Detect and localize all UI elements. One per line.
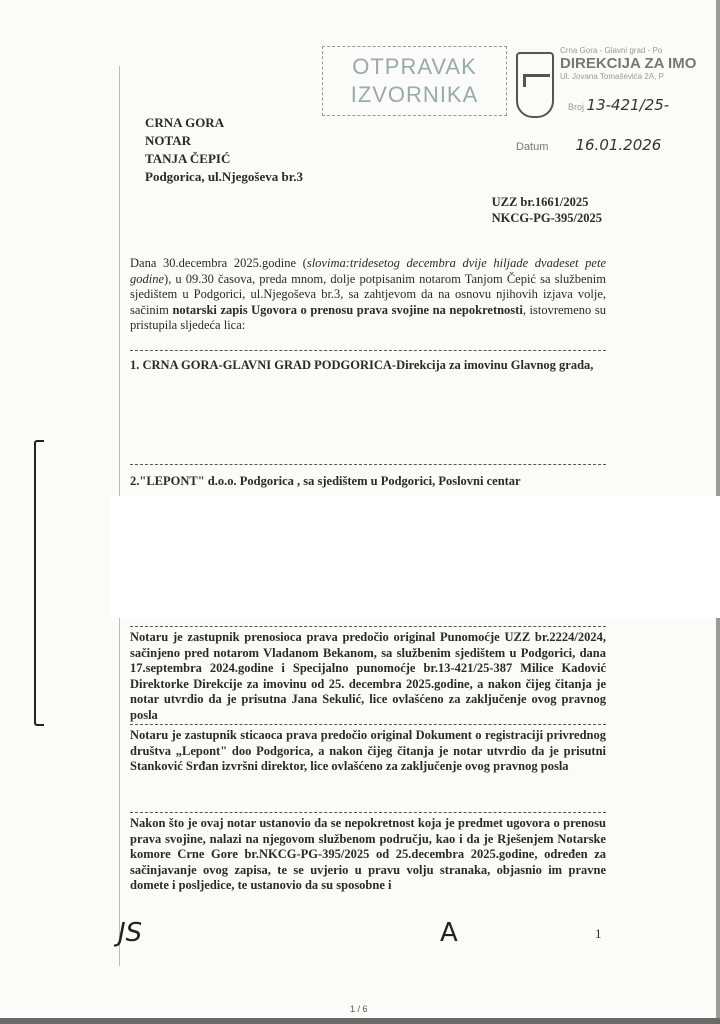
- divider: [130, 724, 606, 725]
- margin-bracket: [34, 440, 44, 726]
- page-footer: 1 / 6: [350, 1004, 368, 1014]
- redacted-area: [110, 496, 720, 618]
- coat-of-arms-icon: [516, 52, 554, 118]
- stamp-line: OTPRAVAK: [352, 54, 477, 79]
- text: notarski zapis Ugovora o prenosu prava svojine na nepokretnosti: [172, 302, 523, 317]
- datum-field: [516, 136, 661, 154]
- broj-label: Broj: [568, 102, 585, 112]
- text: , istovremeno su pristupila sljedeća lica:: [130, 302, 606, 332]
- stamp-title: DIREKCIJA ZA IMO: [560, 55, 697, 72]
- punomocje-paragraph: Notaru je zastupnik prenosioca prava predočio original Punomoćje UZZ br.2224/2024, sačinjeno pred notarom Vladanom Bekanom, sa službenim sjedištem u Podgorici, dana 17.septembra 2024.godine i Specijalno punomoćje br.13-421/25-387 Milice Kadović Direktorke Direkcije za imovinu od 25. decembra 2025.godine, a nakon čijeg čitanja je notar utvrdio da je prisutna Jana Sekulić, lice ovlašćeno za zaključenje ovog pravnog posla: [130, 630, 606, 722]
- nakon-paragraph: Nakon što je ovaj notar ustanovio da se nepokretnost koja je predmet ugovora o prenosu prava svojine, nalazi na njegovom službenom području, kao i da je Rješenjem Notarske komore Crne Gore br.NKCG-PG-395/2025 od 25.decembra 2025.godine, određen za sačinjavanje ovog zapisa, te se uvjerio u pravu volju stranaka, objasnio im pravne domete i posljedice, te ustanovio da su sposobne i: [130, 816, 606, 892]
- otpravak-stamp: [322, 46, 507, 116]
- divider: [130, 464, 606, 465]
- broj-field: [568, 96, 669, 114]
- uzz-number: UZZ br.1661/2025: [491, 195, 589, 209]
- stamp-line: IZVORNIKA: [350, 82, 479, 107]
- header-line: TANJA ČEPIĆ: [145, 151, 231, 166]
- broj-value: 13-421/25-: [586, 96, 670, 114]
- stamp-subtitle: Crna Gora - Glavni grad - Po: [560, 46, 663, 55]
- intro-paragraph: [130, 256, 606, 334]
- divider: [130, 626, 606, 627]
- datum-value: 16.01.2026: [575, 136, 662, 154]
- nkcg-number: NKCG-PG-395/2025: [491, 211, 602, 225]
- reference-numbers: [492, 194, 602, 226]
- text: ), u 09.30 časova, preda mnom, dolje potpisanim notarom Tanjom Čepić sa službenim sjedištem u Podgorici, ul.Njegoševa br.3, sa zahtjevom da na osnovu njihovih izjava volje, sačinim: [130, 271, 606, 317]
- header-line: NOTAR: [145, 133, 191, 148]
- header-line: CRNA GORA: [145, 115, 225, 130]
- signature-left: JS: [118, 918, 143, 948]
- header-line: Podgorica, ul.Njegoševa br.3: [145, 169, 304, 184]
- notary-header: [145, 114, 303, 186]
- page-number: 1: [595, 926, 602, 941]
- stamp-address: Ul. Jovana Tomaševića 2A, P: [560, 72, 664, 81]
- party-1: 1. CRNA GORA-GLAVNI GRAD PODGORICA-Direkcija za imovinu Glavnog grada,: [130, 358, 594, 372]
- divider: [130, 812, 606, 813]
- registration-paragraph: Notaru je zastupnik sticaoca prava predočio original Dokument o registraciji privrednog društva „Lepont" doo Podgorica, a nakon čijeg čitanja je notar utvrdio da je prisutni Stanković Srđan izvršni direktor, lice ovlašćeno za zaključenje ovog pravnog posla: [130, 728, 606, 773]
- party-2: 2."LEPONT" d.o.o. Podgorica , sa sjedištem u Podgorici, Poslovni centar: [130, 474, 521, 488]
- scan-edge-bottom: [0, 1018, 720, 1024]
- text: Dana 30.decembra 2025.godine (: [130, 256, 307, 270]
- datum-label: Datum: [516, 141, 549, 153]
- signature-right: A: [440, 918, 458, 948]
- direkcija-stamp: [560, 46, 696, 81]
- divider: [130, 350, 606, 351]
- text: slovima:tridesetog decembra dvije hiljade dvadeset pete godine: [130, 256, 606, 286]
